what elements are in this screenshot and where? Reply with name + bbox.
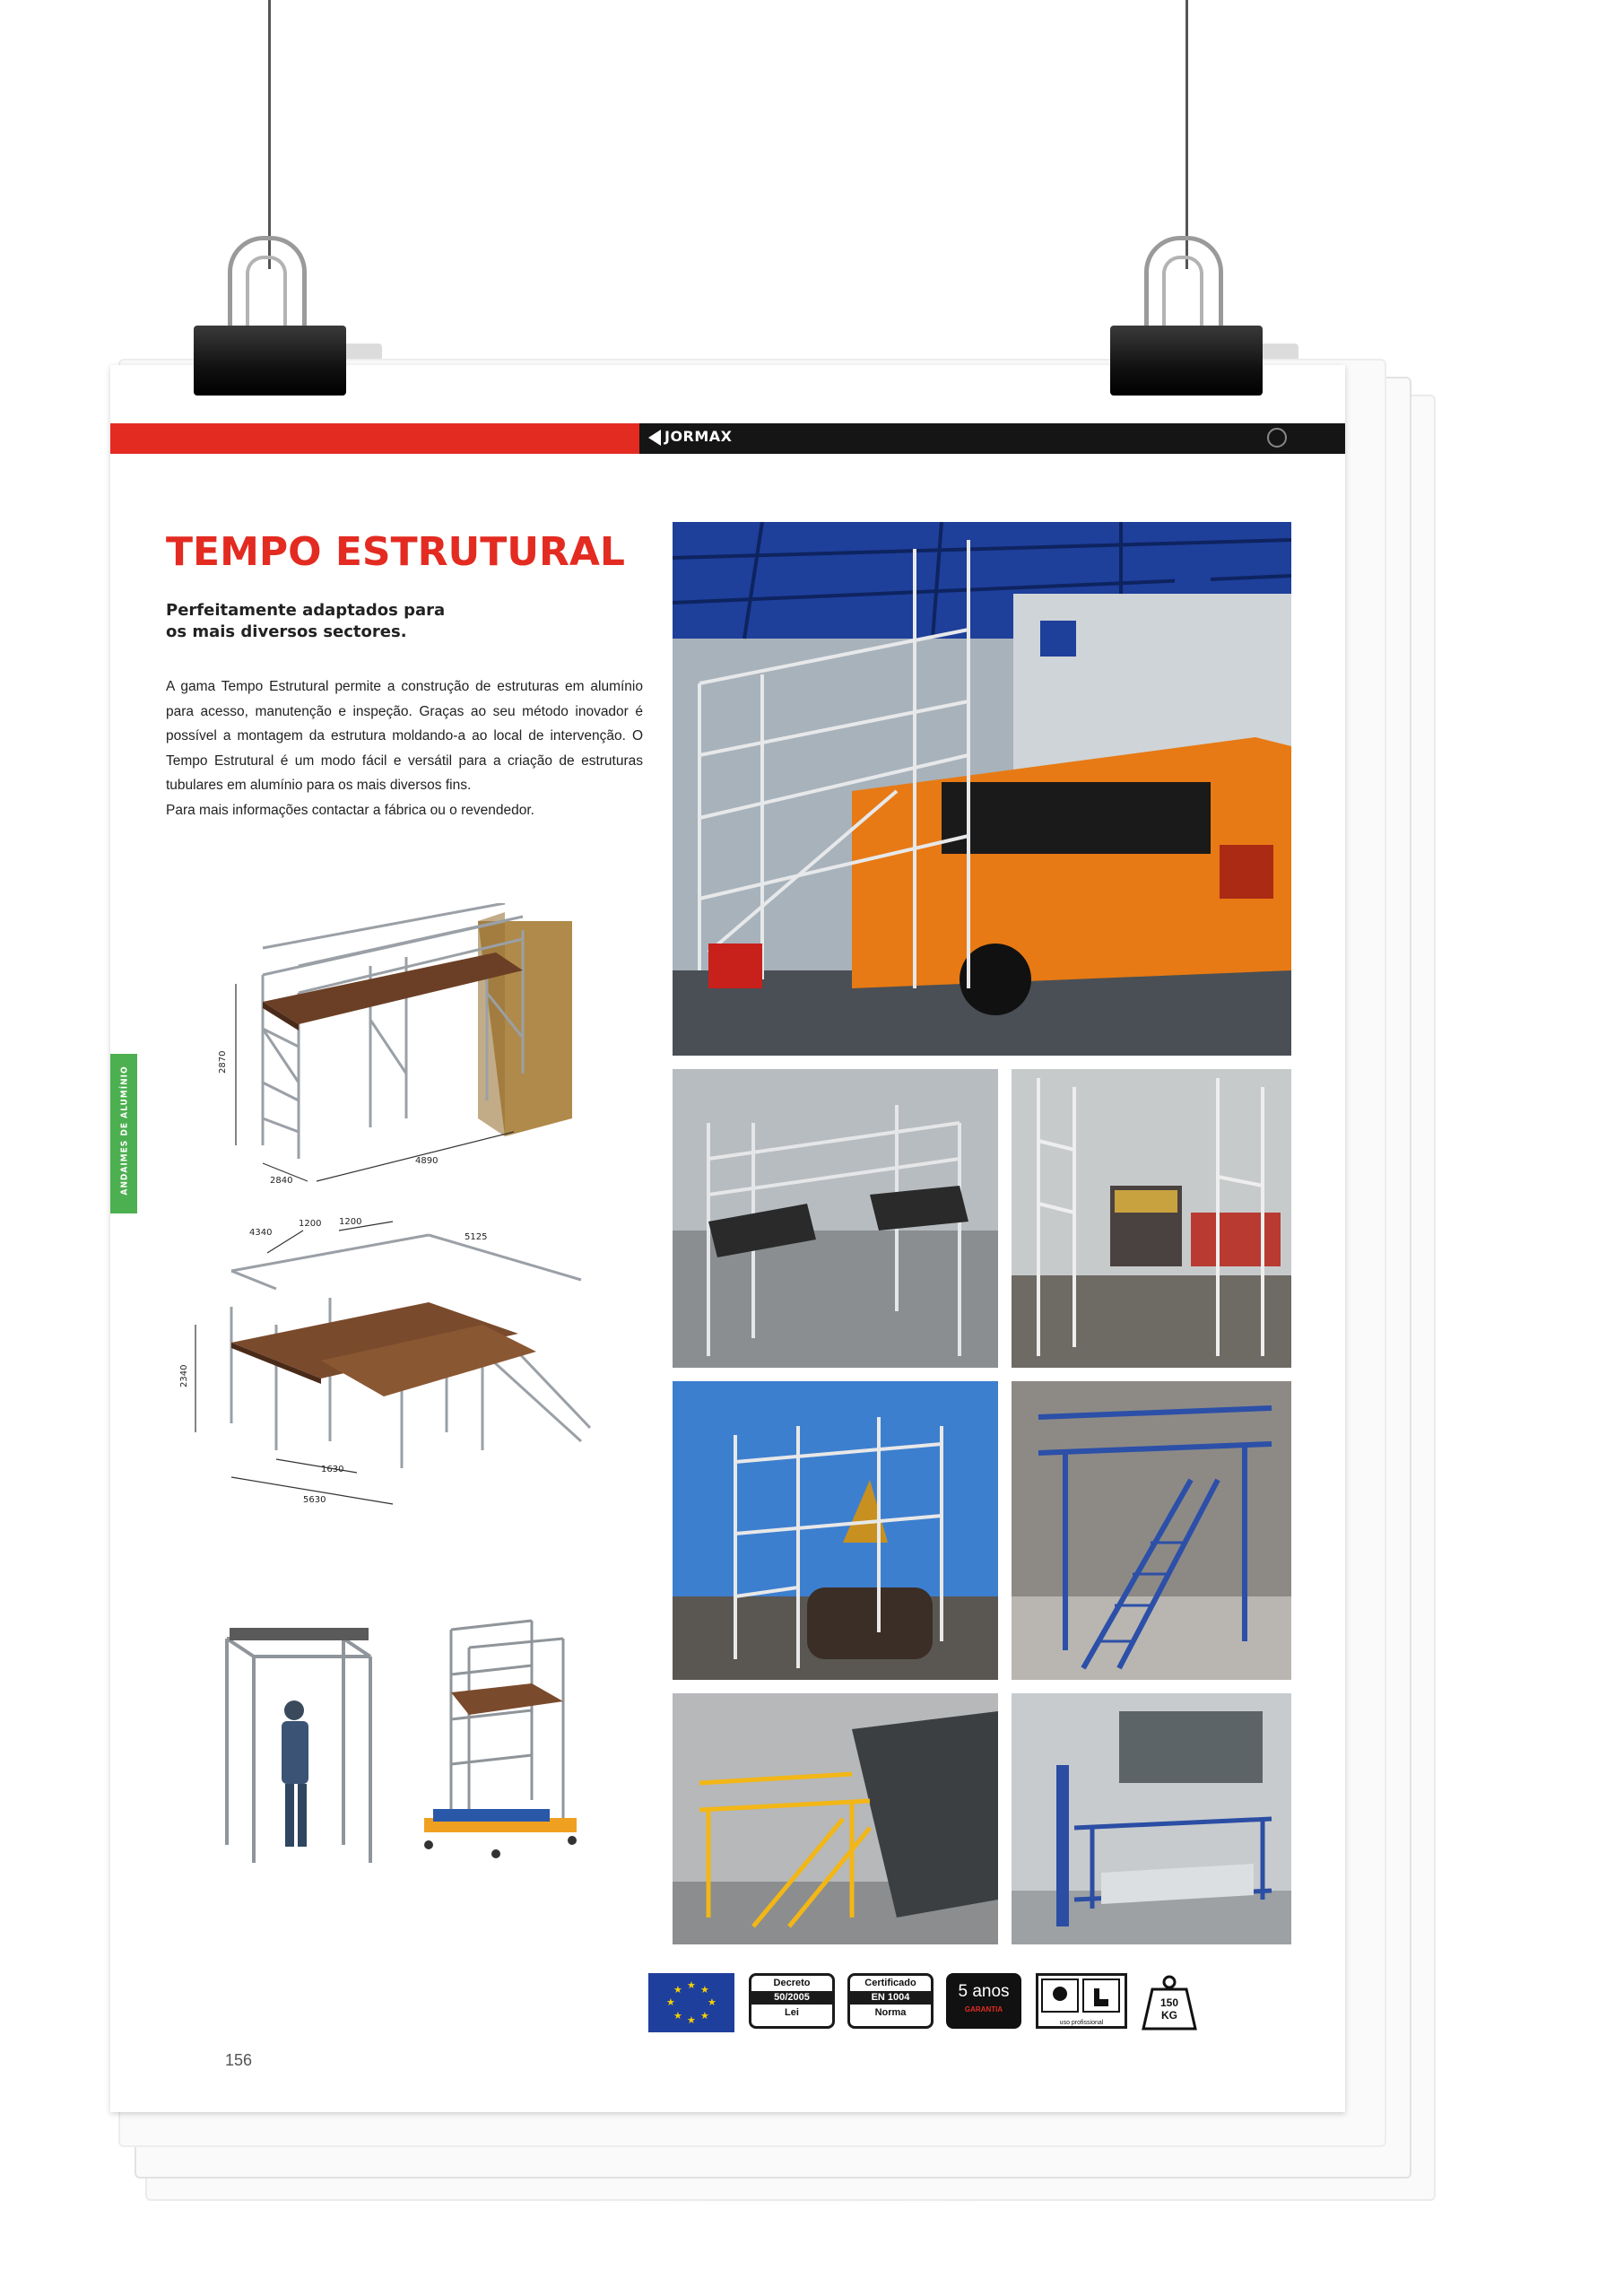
dim-top-2: 1200 (299, 1219, 322, 1229)
photo-blue-stair-image (1012, 1381, 1291, 1680)
warranty-years: 5 anos (958, 1982, 1010, 2001)
weight-unit: KG (1161, 2009, 1177, 2022)
side-tab-label: ANDAIMES DE ALUMÍNIO (119, 1065, 130, 1196)
binder-clip-right (1110, 236, 1263, 397)
certified-label: Certificado (864, 1978, 916, 1988)
certified-badge (847, 1973, 934, 2029)
photo-outdoor-tower-image (673, 1381, 998, 1680)
decree-label: Decreto (773, 1978, 811, 1988)
dim-length: 4890 (415, 1156, 439, 1166)
dim-top-3: 1200 (339, 1217, 362, 1227)
decree-number: 50/2005 (751, 1991, 832, 2005)
product-subtitle (166, 600, 462, 643)
photo-platform-1[interactable] (673, 1069, 998, 1368)
photo-train-depot[interactable] (1012, 1069, 1291, 1368)
contact-note: Para mais informações contactar a fábrica ou o revendedor. (166, 802, 534, 818)
photo-train-image (1012, 1069, 1291, 1368)
photo-blue-lift-platform[interactable] (1012, 1693, 1291, 1944)
binder-clip-left (194, 236, 346, 397)
side-section-tab[interactable] (110, 1054, 137, 1213)
certification-badges (648, 1973, 1204, 2036)
brand-name: JORMAX (664, 428, 733, 445)
decree-law: Lei (785, 2007, 799, 2018)
warranty-label: GARANTIA (964, 2005, 1003, 2013)
photo-bus-maintenance[interactable] (673, 522, 1291, 1056)
decree-badge (749, 1973, 835, 2029)
dim-top-4: 5125 (465, 1232, 488, 1242)
photo-bus-image (673, 522, 1291, 1056)
subtitle-line-2: os mais diversos sectores. (166, 622, 407, 641)
professional-use-badge (1036, 1973, 1127, 2029)
dim-height: 2340 (179, 1364, 189, 1387)
photo-platform-1-image (673, 1069, 998, 1368)
weight-value: 150 (1159, 1996, 1179, 2009)
photo-yellow-aircraft-stand[interactable] (673, 1693, 998, 1944)
dim-height: 2870 (218, 1050, 228, 1074)
hanging-string-right (1185, 0, 1188, 269)
scaffold-drawing-1 (164, 903, 630, 1199)
professional-use-icon (1038, 1976, 1125, 2015)
catalog-page (110, 365, 1345, 2112)
header-band-red (110, 423, 639, 454)
brand-logo (648, 428, 733, 446)
dim-bottom-2: 5630 (303, 1495, 326, 1505)
dim-bottom-1: 1630 (321, 1465, 344, 1474)
photo-blue-stair-platform[interactable] (1012, 1381, 1291, 1680)
product-title: TEMPO ESTRUTURAL (166, 529, 625, 575)
professional-use-label: uso profissional (1059, 2020, 1104, 2026)
certified-norm: Norma (874, 2007, 907, 2018)
weight-capacity-badge (1140, 1973, 1199, 2029)
photo-blue-lift-image (1012, 1693, 1291, 1944)
circle-icon (1267, 428, 1287, 448)
product-description (166, 674, 643, 822)
brand-logo-icon (648, 430, 661, 446)
certified-standard: EN 1004 (850, 1991, 931, 2005)
description-text: A gama Tempo Estrutural permite a construção de estruturas em alumínio para acesso, manutenção e inspeção. Graças ao seu método inovador é possível a montagem da estrutura moldando-a ao local de intervenção. O Tempo Estrutural é um modo fácil e versátil para a criação de estruturas tubulares em alumínio para os mais diversos fins. (166, 679, 643, 793)
hanging-string-left (268, 0, 271, 269)
warranty-badge (946, 1973, 1021, 2029)
header-band-black (639, 423, 1345, 454)
page-number: 156 (225, 2051, 253, 2069)
subtitle-line-1: Perfeitamente adaptados para (166, 601, 446, 620)
scaffold-drawing-2 (160, 1217, 662, 1513)
photo-yellow-stand-image (673, 1693, 998, 1944)
dim-top-1: 4340 (249, 1228, 273, 1238)
photo-outdoor-tower[interactable] (673, 1381, 998, 1680)
eu-flag-icon: ★ ★ ★ ★ ★ ★ ★ ★ (648, 1973, 734, 2032)
mobile-tower-drawing (397, 1612, 604, 1881)
dim-depth: 2840 (270, 1176, 293, 1186)
portal-frame-drawing (187, 1621, 402, 1881)
